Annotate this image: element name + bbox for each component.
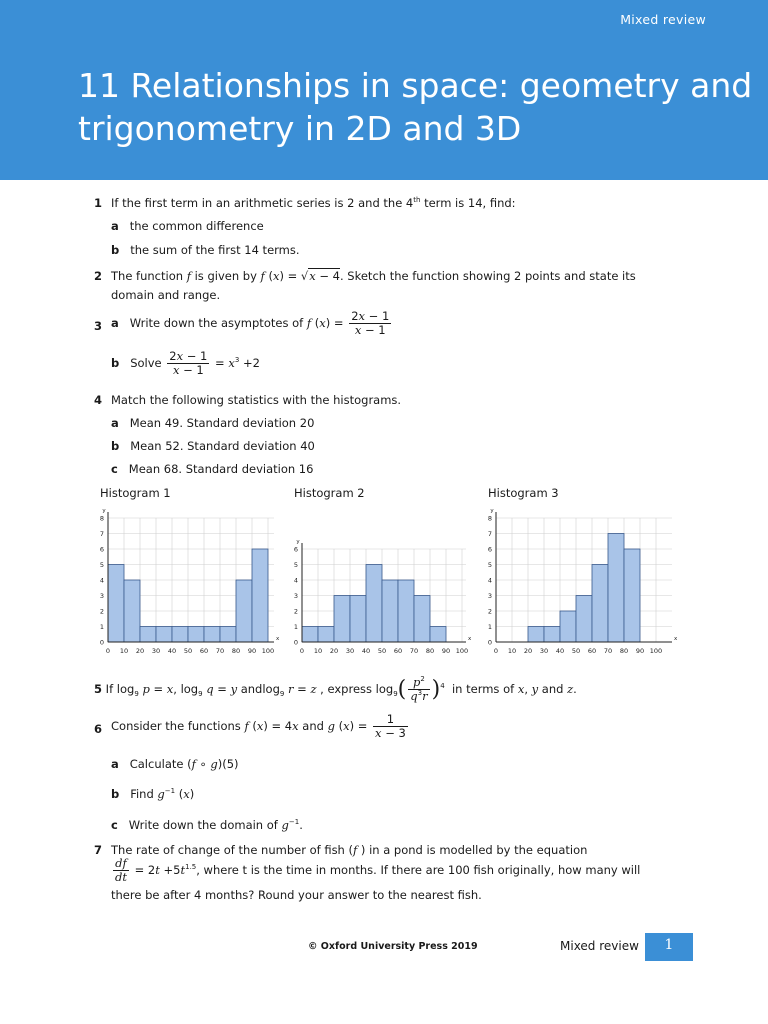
y-tick-label: 5 bbox=[487, 561, 492, 569]
question-6c: c Write down the domain of $g^{-1}$. bbox=[111, 818, 303, 832]
y-tick-label: 8 bbox=[487, 514, 492, 523]
histogram-bar bbox=[334, 596, 350, 643]
x-tick-label: 0 bbox=[105, 647, 111, 655]
histogram-2 bbox=[288, 537, 478, 657]
histogram-bar bbox=[366, 565, 382, 643]
y-tick-label: 6 bbox=[293, 545, 298, 554]
x-tick-label: 60 bbox=[587, 647, 597, 655]
question-4b: b Mean 52. Standard deviation 40 bbox=[111, 439, 315, 453]
histogram-bar bbox=[560, 611, 576, 642]
question-2-stem: The function f is given by f (x) = √x − 4. Sketch the function showing 2 points and state its bbox=[111, 269, 636, 283]
question-4a: a Mean 49. Standard deviation 20 bbox=[111, 416, 315, 430]
section-tag: Mixed review bbox=[620, 12, 706, 27]
histogram-bar bbox=[350, 596, 366, 643]
y-tick-label: 2 bbox=[99, 607, 104, 616]
question-3b: b Solve $\frac{2x - 1}{x - 1}$ = $x^3 +2$ bbox=[111, 349, 260, 377]
x-tick-label: 50 bbox=[571, 647, 581, 655]
y-tick-label: 2 bbox=[487, 607, 492, 616]
x-axis-label: x bbox=[674, 636, 678, 642]
histogram-3-title: Histogram 3 bbox=[488, 486, 559, 500]
histogram-bar bbox=[108, 565, 124, 643]
y-tick-label: 0 bbox=[487, 638, 492, 647]
x-tick-label: 40 bbox=[167, 647, 177, 655]
y-tick-label: 3 bbox=[487, 592, 492, 600]
question-2-line2: domain and range. bbox=[111, 288, 221, 302]
x-tick-label: 30 bbox=[151, 647, 161, 655]
question-1b: b the sum of the first 14 terms. bbox=[111, 243, 300, 257]
y-tick-label: 1 bbox=[487, 623, 492, 631]
histogram-bar bbox=[592, 565, 608, 643]
histogram-bar bbox=[220, 627, 236, 643]
histogram-bar bbox=[608, 534, 624, 643]
y-axis-label: y bbox=[102, 508, 106, 514]
question-7-line3: there be after 4 months? Round your answer to the nearest fish. bbox=[111, 888, 482, 902]
x-tick-label: 10 bbox=[119, 647, 129, 655]
x-tick-label: 0 bbox=[299, 647, 305, 655]
y-axis-label: y bbox=[296, 539, 300, 545]
histogram-bar bbox=[318, 627, 334, 643]
question-6-stem: Consider the functions f (x) = 4x and g (x) = $\frac{1}{x - 3}$ bbox=[111, 712, 406, 740]
question-7-line2: $\frac{df}{dt}$ = $2t +5t^{1.5}$, where t is the time in months. If there are 100 fish originally, how many will bbox=[115, 856, 641, 884]
histogram-bar bbox=[156, 627, 172, 643]
question-6-number: 6 bbox=[94, 722, 103, 736]
y-tick-label: 0 bbox=[99, 638, 104, 647]
histogram-2-title: Histogram 2 bbox=[294, 486, 365, 500]
histogram-bar bbox=[252, 549, 268, 642]
histogram-bar bbox=[528, 627, 544, 643]
x-tick-label: 80 bbox=[425, 647, 435, 655]
y-tick-label: 6 bbox=[487, 545, 492, 554]
question-4c: c Mean 68. Standard deviation 16 bbox=[111, 462, 314, 476]
question-3a: a Write down the asymptotes of f (x) = $\frac{2x - 1}{x - 1}$ bbox=[111, 309, 390, 337]
y-tick-label: 7 bbox=[487, 530, 492, 538]
histogram-bar bbox=[204, 627, 220, 643]
y-axis-label: y bbox=[490, 508, 494, 514]
histogram-bar bbox=[382, 580, 398, 642]
page-header bbox=[0, 0, 768, 180]
y-tick-label: 7 bbox=[99, 530, 104, 538]
x-tick-label: 40 bbox=[361, 647, 371, 655]
y-tick-label: 0 bbox=[293, 638, 298, 647]
x-tick-label: 50 bbox=[183, 647, 193, 655]
histogram-bar bbox=[124, 580, 140, 642]
y-tick-label: 1 bbox=[293, 623, 298, 631]
x-axis-label: x bbox=[468, 636, 472, 642]
x-tick-label: 20 bbox=[523, 647, 533, 655]
histogram-bar bbox=[172, 627, 188, 643]
x-tick-label: 80 bbox=[231, 647, 241, 655]
x-tick-label: 30 bbox=[539, 647, 549, 655]
x-axis-label: x bbox=[276, 636, 280, 642]
x-tick-label: 50 bbox=[377, 647, 387, 655]
page-title: 11 Relationships in space: geometry and trigonometry in 2D and 3D bbox=[78, 66, 753, 148]
footer-copyright: © Oxford University Press 2019 bbox=[308, 941, 478, 952]
y-tick-label: 3 bbox=[99, 592, 104, 600]
question-5: 5 If $\log_9 p = x$, $\log_9 q = y$ andlog$_9$ r = z , express $\log_9$( $\frac{p^2}{q^3r}$ )$^4$ in terms of x, y and z. bbox=[94, 675, 577, 703]
histogram-bar bbox=[414, 596, 430, 643]
x-tick-label: 0 bbox=[493, 647, 499, 655]
x-tick-label: 10 bbox=[507, 647, 517, 655]
y-tick-label: 8 bbox=[99, 514, 104, 523]
x-tick-label: 70 bbox=[215, 647, 225, 655]
page-number: 1 bbox=[645, 933, 693, 961]
histogram-bar bbox=[430, 627, 446, 643]
y-tick-label: 6 bbox=[99, 545, 104, 554]
histogram-bar bbox=[398, 580, 414, 642]
histogram-bar bbox=[544, 627, 560, 643]
histogram-1 bbox=[94, 505, 284, 657]
x-tick-label: 100 bbox=[649, 647, 663, 655]
question-7-line1: The rate of change of the number of fish (f ) in a pond is modelled by the equation bbox=[111, 843, 588, 857]
y-tick-label: 3 bbox=[293, 592, 298, 600]
histogram-bar bbox=[576, 596, 592, 643]
x-tick-label: 60 bbox=[393, 647, 403, 655]
question-3-number: 3 bbox=[94, 319, 103, 333]
x-tick-label: 100 bbox=[261, 647, 275, 655]
question-6b: b Find $g^{-1}$ (x) bbox=[111, 787, 195, 801]
x-tick-label: 90 bbox=[441, 647, 451, 655]
question-2-number: 2 bbox=[94, 269, 103, 283]
x-tick-label: 100 bbox=[455, 647, 469, 655]
question-4-number: 4 bbox=[94, 393, 103, 407]
question-1-stem: If the first term in an arithmetic series is 2 and the 4th term is 14, find: bbox=[111, 196, 516, 210]
y-tick-label: 4 bbox=[293, 576, 298, 585]
question-4-stem: Match the following statistics with the histograms. bbox=[111, 393, 402, 407]
question-1a: a the common difference bbox=[111, 219, 264, 233]
x-tick-label: 40 bbox=[555, 647, 565, 655]
x-tick-label: 60 bbox=[199, 647, 209, 655]
x-tick-label: 90 bbox=[247, 647, 257, 655]
histogram-bar bbox=[188, 627, 204, 643]
y-tick-label: 5 bbox=[99, 561, 104, 569]
x-tick-label: 20 bbox=[329, 647, 339, 655]
question-6a: a Calculate (f ∘ g)(5) bbox=[111, 757, 239, 771]
y-tick-label: 5 bbox=[293, 561, 298, 569]
footer-label: Mixed review bbox=[560, 939, 639, 953]
question-1-number: 1 bbox=[94, 196, 103, 210]
x-tick-label: 70 bbox=[409, 647, 419, 655]
histogram-3 bbox=[482, 505, 682, 657]
x-tick-label: 20 bbox=[135, 647, 145, 655]
y-tick-label: 1 bbox=[99, 623, 104, 631]
histogram-bar bbox=[140, 627, 156, 643]
x-tick-label: 70 bbox=[603, 647, 613, 655]
histogram-bar bbox=[624, 549, 640, 642]
x-tick-label: 80 bbox=[619, 647, 629, 655]
histogram-1-title: Histogram 1 bbox=[100, 486, 171, 500]
histogram-bar bbox=[236, 580, 252, 642]
y-tick-label: 4 bbox=[487, 576, 492, 585]
question-7-number: 7 bbox=[94, 843, 103, 857]
x-tick-label: 10 bbox=[313, 647, 323, 655]
histogram-bar bbox=[302, 627, 318, 643]
y-tick-label: 2 bbox=[293, 607, 298, 616]
y-tick-label: 4 bbox=[99, 576, 104, 585]
x-tick-label: 90 bbox=[635, 647, 645, 655]
x-tick-label: 30 bbox=[345, 647, 355, 655]
